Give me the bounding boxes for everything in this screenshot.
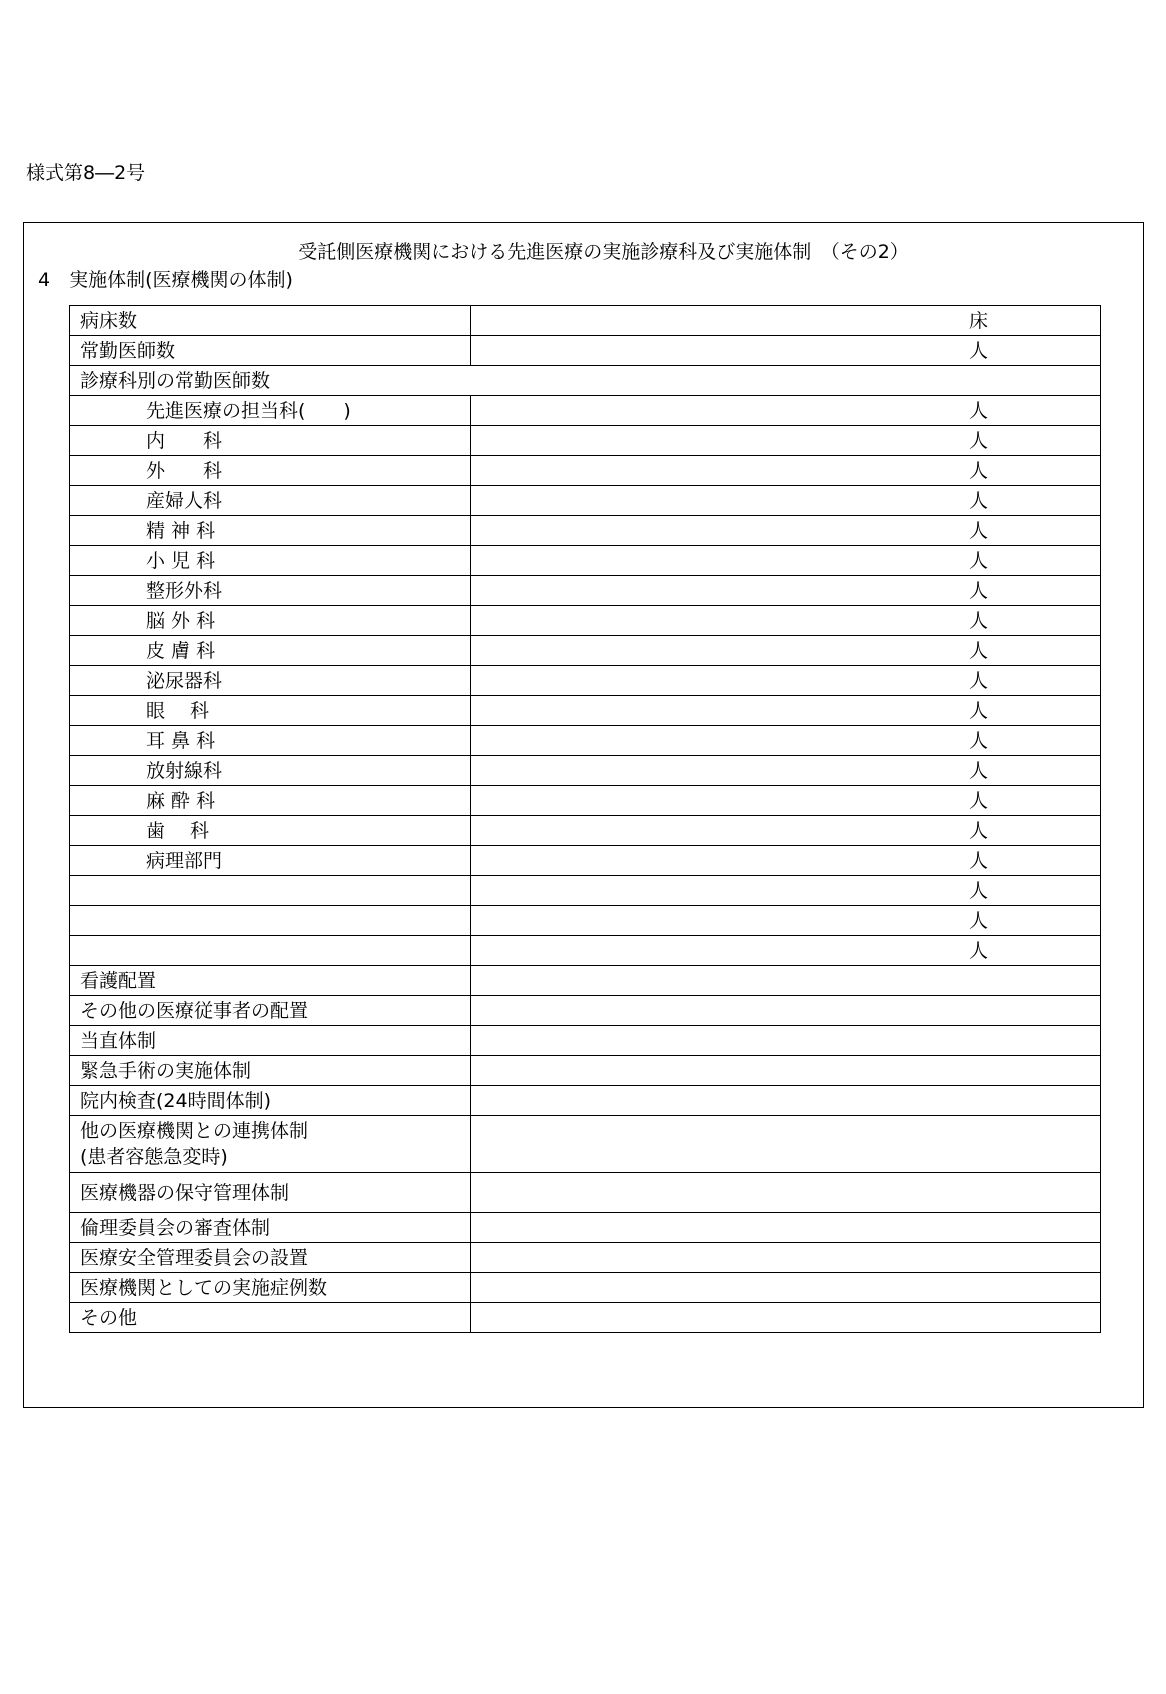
value-cell[interactable] [471, 996, 1101, 1026]
table-row [70, 816, 1101, 846]
row-label: 眼 科 [70, 696, 471, 726]
value-cell[interactable] [471, 1026, 1101, 1056]
row-label: 病理部門 [70, 846, 471, 876]
row-label: 医療機器の保守管理体制 [70, 1173, 471, 1213]
table-row [70, 936, 1101, 966]
row-label [70, 906, 471, 936]
table-row [70, 606, 1101, 636]
table-row [70, 906, 1101, 936]
value-cell[interactable]: 人 [471, 516, 1101, 546]
row-label: 産婦人科 [70, 486, 471, 516]
table-row [70, 696, 1101, 726]
row-label: 歯 科 [70, 816, 471, 846]
value-cell[interactable]: 人 [471, 336, 1101, 366]
row-label: 医療機関としての実施症例数 [70, 1273, 471, 1303]
value-cell[interactable] [471, 1173, 1101, 1213]
table-row [70, 636, 1101, 666]
value-cell[interactable]: 人 [471, 486, 1101, 516]
table-row [70, 516, 1101, 546]
value-cell[interactable]: 人 [471, 846, 1101, 876]
value-cell[interactable] [471, 1116, 1101, 1173]
form-box [23, 222, 1144, 1408]
value-cell[interactable] [471, 966, 1101, 996]
row-label: 泌尿器科 [70, 666, 471, 696]
table-row [70, 876, 1101, 906]
value-cell[interactable] [471, 1243, 1101, 1273]
row-label [70, 936, 471, 966]
table-row [70, 426, 1101, 456]
table-row [70, 576, 1101, 606]
row-label: 内 科 [70, 426, 471, 456]
table-row [70, 396, 1101, 426]
value-cell[interactable]: 人 [471, 876, 1101, 906]
row-label: 耳 鼻 科 [70, 726, 471, 756]
value-cell[interactable]: 人 [471, 756, 1101, 786]
table-row [70, 546, 1101, 576]
table-row [70, 456, 1101, 486]
value-cell[interactable] [471, 1303, 1101, 1333]
value-cell[interactable]: 人 [471, 396, 1101, 426]
row-label: 病床数 [70, 306, 471, 336]
row-label: 麻 酔 科 [70, 786, 471, 816]
row-label: 整形外科 [70, 576, 471, 606]
value-cell[interactable]: 床 [471, 306, 1101, 336]
row-label: 常勤医師数 [70, 336, 471, 366]
table-row [70, 756, 1101, 786]
table-row [70, 1213, 1101, 1243]
row-label [70, 876, 471, 906]
value-cell[interactable]: 人 [471, 426, 1101, 456]
table-row [70, 1303, 1101, 1333]
row-label: 外 科 [70, 456, 471, 486]
table-row [70, 306, 1101, 336]
row-label: 緊急手術の実施体制 [70, 1056, 471, 1086]
row-label: その他 [70, 1303, 471, 1333]
row-label: 小 児 科 [70, 546, 471, 576]
section-heading: 4 実施体制(医療機関の体制) [38, 269, 293, 291]
row-label: 先進医療の担当科( ) [70, 396, 471, 426]
row-label: 他の医療機関との連携体制 (患者容態急変時) [70, 1116, 471, 1173]
row-label: 当直体制 [70, 1026, 471, 1056]
row-label: 皮 膚 科 [70, 636, 471, 666]
row-label: 放射線科 [70, 756, 471, 786]
table-row [70, 846, 1101, 876]
value-cell[interactable] [471, 1273, 1101, 1303]
value-cell[interactable]: 人 [471, 726, 1101, 756]
row-label: 倫理委員会の審査体制 [70, 1213, 471, 1243]
table-row [70, 966, 1101, 996]
table-row [70, 726, 1101, 756]
value-cell[interactable]: 人 [471, 546, 1101, 576]
value-cell[interactable]: 人 [471, 636, 1101, 666]
table-row [70, 1173, 1101, 1213]
row-label: 精 神 科 [70, 516, 471, 546]
row-label: 脳 外 科 [70, 606, 471, 636]
value-cell[interactable]: 人 [471, 576, 1101, 606]
table-row [70, 1243, 1101, 1273]
value-cell[interactable]: 人 [471, 906, 1101, 936]
table-row [70, 786, 1101, 816]
row-label: 看護配置 [70, 966, 471, 996]
table-row [70, 666, 1101, 696]
staffing-table [69, 305, 1101, 1333]
value-cell[interactable] [471, 1056, 1101, 1086]
table-row [70, 1086, 1101, 1116]
table-row [70, 366, 1101, 396]
row-label: 診療科別の常勤医師数 [70, 366, 1101, 396]
document-title: 受託側医療機関における先進医療の実施診療科及び実施体制 （その2） [298, 241, 909, 263]
value-cell[interactable]: 人 [471, 456, 1101, 486]
table-row [70, 1273, 1101, 1303]
value-cell[interactable]: 人 [471, 666, 1101, 696]
value-cell[interactable]: 人 [471, 696, 1101, 726]
table-row [70, 1026, 1101, 1056]
table-row [70, 1116, 1101, 1173]
table-row [70, 486, 1101, 516]
row-label: その他の医療従事者の配置 [70, 996, 471, 1026]
value-cell[interactable]: 人 [471, 936, 1101, 966]
table-row [70, 996, 1101, 1026]
value-cell[interactable]: 人 [471, 786, 1101, 816]
value-cell[interactable] [471, 1213, 1101, 1243]
value-cell[interactable] [471, 1086, 1101, 1116]
form-number: 様式第8―2号 [26, 162, 146, 184]
table-row [70, 336, 1101, 366]
table-row [70, 1056, 1101, 1086]
row-label: 院内検査(24時間体制) [70, 1086, 471, 1116]
value-cell[interactable]: 人 [471, 816, 1101, 846]
row-label: 医療安全管理委員会の設置 [70, 1243, 471, 1273]
value-cell[interactable]: 人 [471, 606, 1101, 636]
